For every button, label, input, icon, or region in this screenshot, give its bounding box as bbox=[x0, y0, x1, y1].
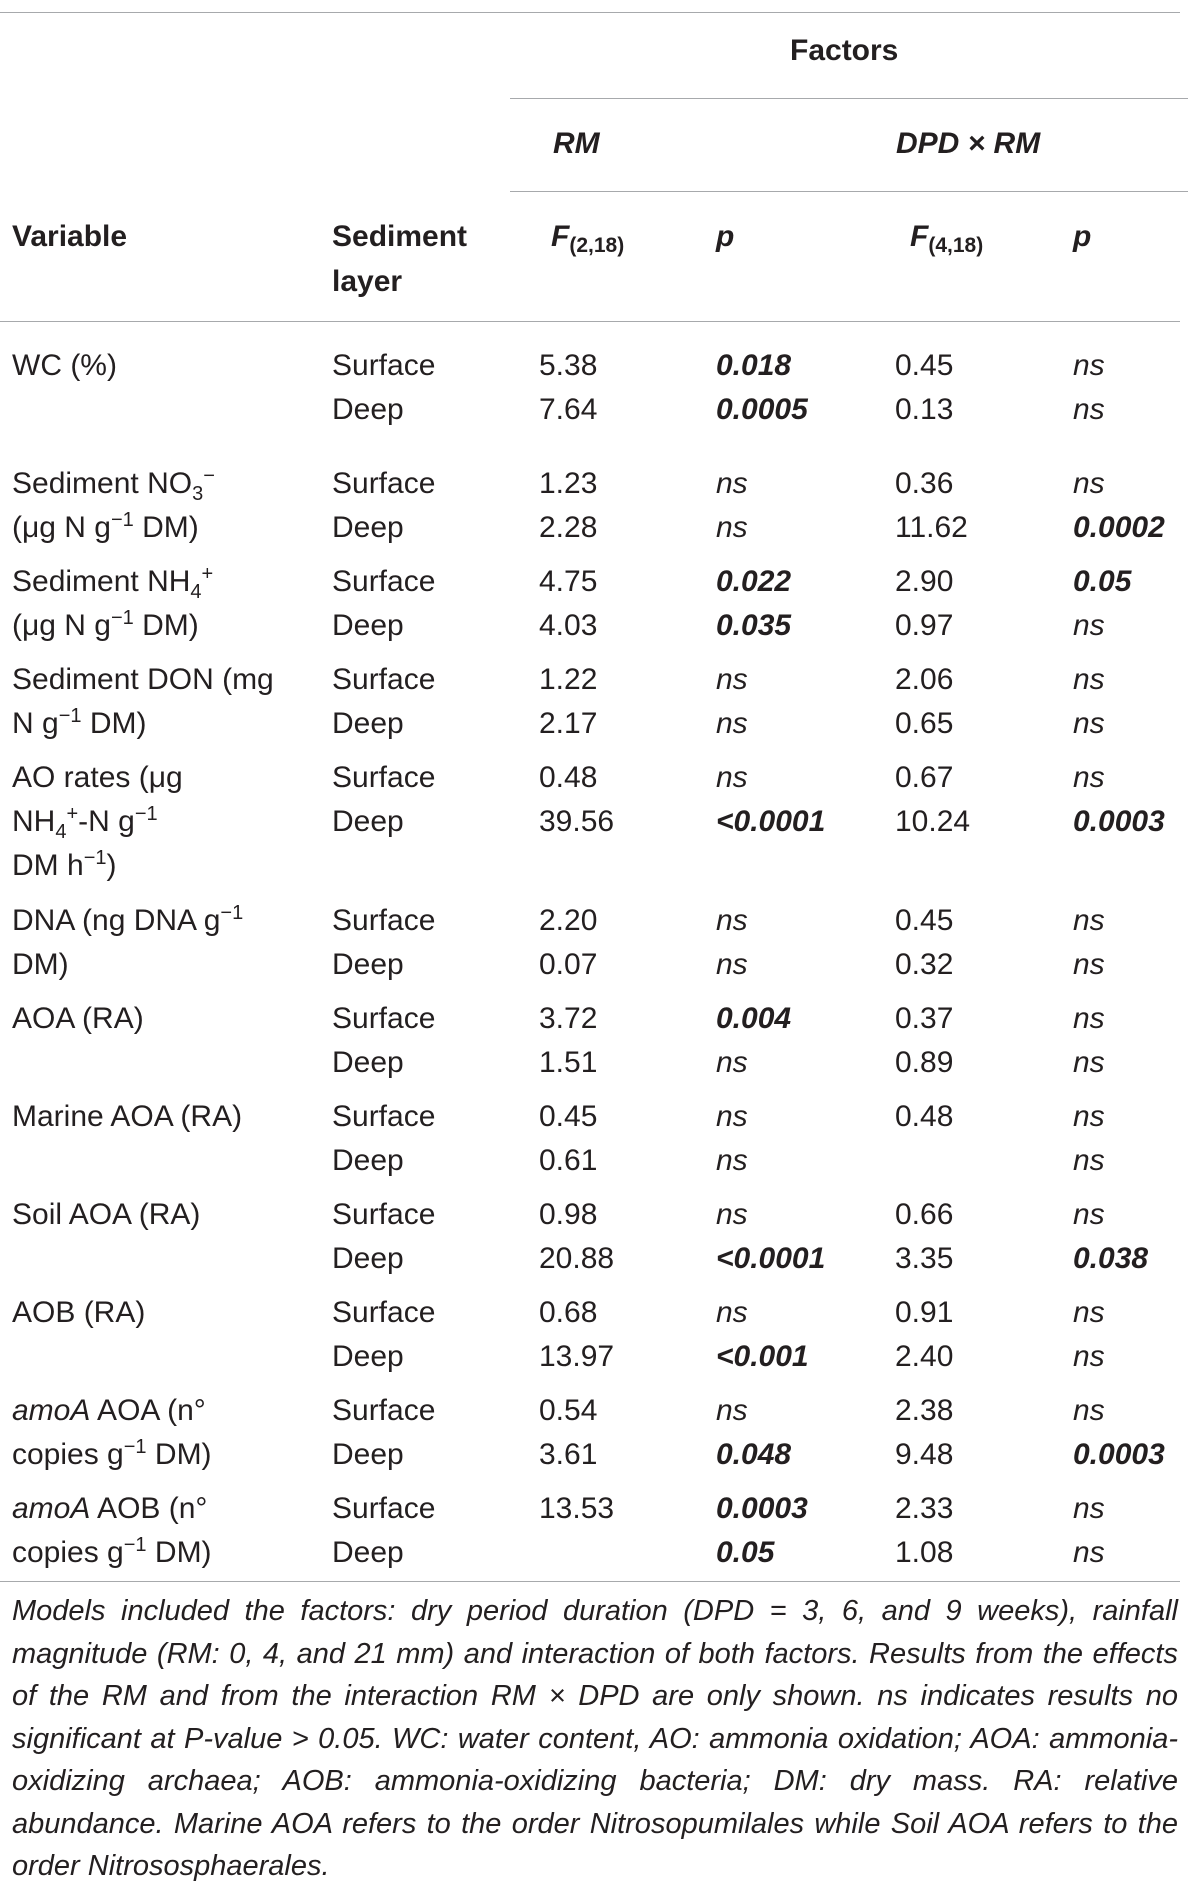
f-int-value: 0.36 bbox=[895, 467, 954, 500]
f-int-value: 0.32 bbox=[895, 948, 954, 981]
header-p-int: p bbox=[1073, 220, 1092, 253]
p-int-value: 0.0003 bbox=[1073, 805, 1165, 838]
f-main-value: 0.48 bbox=[539, 761, 598, 794]
sediment-layer-cell: Surface bbox=[332, 1492, 436, 1525]
f-int-value: 0.45 bbox=[895, 349, 954, 382]
f-int-value: 0.48 bbox=[895, 1100, 954, 1133]
f-int-value: 1.08 bbox=[895, 1536, 954, 1569]
header-variable: Variable bbox=[12, 220, 128, 253]
sediment-layer-cell: Surface bbox=[332, 1002, 436, 1035]
variable-label: amoA AOB (n° bbox=[12, 1492, 208, 1525]
p-int-value: ns bbox=[1073, 948, 1105, 981]
p-main-value: ns bbox=[716, 467, 748, 500]
f-int-value: 2.38 bbox=[895, 1394, 954, 1427]
variable-label: AOA (RA) bbox=[12, 1002, 144, 1035]
f-main-value: 39.56 bbox=[539, 805, 615, 838]
f-int-value: 10.24 bbox=[895, 805, 971, 838]
f-int-value: 0.89 bbox=[895, 1046, 954, 1079]
p-int-value: ns bbox=[1073, 904, 1105, 937]
f-main-value: 0.54 bbox=[539, 1394, 598, 1427]
sediment-layer-cell: Surface bbox=[332, 349, 436, 382]
header-layer-line: layer bbox=[332, 265, 403, 298]
p-int-value: ns bbox=[1073, 663, 1105, 696]
f-main-value: 4.75 bbox=[539, 565, 598, 598]
f-main-value: 2.20 bbox=[539, 904, 598, 937]
p-int-value: 0.05 bbox=[1073, 565, 1132, 598]
f-int-value: 0.13 bbox=[895, 393, 954, 426]
sediment-layer-cell: Deep bbox=[332, 393, 404, 426]
p-main-value: <0.0001 bbox=[716, 1242, 826, 1275]
variable-label: DM) bbox=[12, 948, 69, 981]
f-int-value: 0.66 bbox=[895, 1198, 954, 1231]
p-int-value: ns bbox=[1073, 707, 1105, 740]
sediment-layer-cell: Surface bbox=[332, 565, 436, 598]
sediment-layer-cell: Surface bbox=[332, 904, 436, 937]
f-main-value: 3.61 bbox=[539, 1438, 598, 1471]
f-main-value: 13.97 bbox=[539, 1340, 615, 1373]
f-int-value: 0.91 bbox=[895, 1296, 954, 1329]
p-main-value: ns bbox=[716, 1198, 748, 1231]
p-int-value: ns bbox=[1073, 1492, 1105, 1525]
variable-label: Sediment $NO_3^-$ bbox=[12, 465, 215, 505]
f-int-value: 9.48 bbox=[895, 1438, 954, 1471]
subheader-rule bbox=[510, 191, 1188, 192]
sediment-layer-cell: Surface bbox=[332, 1100, 436, 1133]
f-main-value: 0.61 bbox=[539, 1144, 598, 1177]
table-bottom-rule bbox=[0, 1581, 1180, 1582]
p-main-value: 0.018 bbox=[716, 349, 792, 382]
f-main-value: 20.88 bbox=[539, 1242, 615, 1275]
f-int-value: 0.65 bbox=[895, 707, 954, 740]
f-main-value: 0.07 bbox=[539, 948, 598, 981]
variable-label: DNA (ng DNA $g^{-1}$ bbox=[12, 902, 244, 937]
sediment-layer-cell: Deep bbox=[332, 1242, 404, 1275]
f-main-value: 7.64 bbox=[539, 393, 598, 426]
sediment-layer-cell: Surface bbox=[332, 1296, 436, 1329]
p-int-value: ns bbox=[1073, 349, 1105, 382]
p-main-value: ns bbox=[716, 761, 748, 794]
p-int-value: ns bbox=[1073, 1340, 1105, 1373]
variable-label: (μg N $g^{-1}$ DM) bbox=[12, 607, 199, 642]
variable-label: Sediment DON (mg bbox=[12, 663, 274, 696]
p-main-value: <0.001 bbox=[716, 1340, 809, 1373]
sediment-layer-cell: Surface bbox=[332, 1394, 436, 1427]
p-main-value: 0.004 bbox=[716, 1002, 792, 1035]
variable-label: WC (%) bbox=[12, 349, 117, 382]
p-int-value: ns bbox=[1073, 1198, 1105, 1231]
f-int-value: 11.62 bbox=[895, 511, 968, 544]
variable-label: amoA AOA (n° bbox=[12, 1394, 206, 1427]
variable-label: copies $g^{-1}$ DM) bbox=[12, 1436, 212, 1471]
variable-label: DM $h^{-1}$) bbox=[12, 847, 117, 882]
p-int-value: ns bbox=[1073, 761, 1105, 794]
p-int-value: ns bbox=[1073, 1296, 1105, 1329]
sediment-layer-cell: Deep bbox=[332, 805, 404, 838]
f-main-value: 2.28 bbox=[539, 511, 598, 544]
header-p-main: p bbox=[716, 220, 735, 253]
f-int-value: 0.45 bbox=[895, 904, 954, 937]
p-int-value: ns bbox=[1073, 609, 1105, 642]
f-main-value: 0.45 bbox=[539, 1100, 598, 1133]
p-int-value: ns bbox=[1073, 1046, 1105, 1079]
f-int-value: 2.90 bbox=[895, 565, 954, 598]
table-top-rule bbox=[0, 12, 1180, 13]
sediment-layer-cell: Deep bbox=[332, 1340, 404, 1373]
p-int-value: 0.038 bbox=[1073, 1242, 1149, 1275]
header-rm: RM bbox=[553, 127, 600, 160]
f-main-value: 3.72 bbox=[539, 1002, 598, 1035]
p-int-value: ns bbox=[1073, 1394, 1105, 1427]
header-f-main: $F_{(2,18)}$ bbox=[551, 220, 625, 257]
p-int-value: ns bbox=[1073, 1100, 1105, 1133]
variable-label: AOB (RA) bbox=[12, 1296, 146, 1329]
p-main-value: ns bbox=[716, 904, 748, 937]
variable-label: copies $g^{-1}$ DM) bbox=[12, 1534, 212, 1569]
header-bottom-rule bbox=[0, 321, 1180, 322]
sediment-layer-cell: Deep bbox=[332, 948, 404, 981]
table-footnote: Models included the factors: dry period duration (DPD = 3, 6, and 9 weeks), rainfall magnitude (RM: 0, 4, and 21 mm) and interaction of both factors. Results from the effects of the RM and from the interaction RM × DPD are only shown. ns indicates results no significant at P-value > 0.05. WC: water content, AO: ammonia oxidation; AOA: ammonia-oxidizing archaea; AOB: ammonia-oxidizing bacteria; DM: dry mass. RA: relative abundance. Marine AOA refers to the order Nitrosopumilales while Soil AOA refers to the order Nitrososphaerales. bbox=[12, 1595, 1178, 1882]
p-main-value: ns bbox=[716, 1100, 748, 1133]
p-int-value: ns bbox=[1073, 393, 1105, 426]
f-int-value: 2.40 bbox=[895, 1340, 954, 1373]
variable-label: N $g^{-1}$ DM) bbox=[12, 705, 147, 740]
p-main-value: 0.035 bbox=[716, 609, 792, 642]
p-main-value: ns bbox=[716, 1144, 748, 1177]
f-main-value: 0.68 bbox=[539, 1296, 598, 1329]
variable-label: Soil AOA (RA) bbox=[12, 1198, 201, 1231]
sediment-layer-cell: Surface bbox=[332, 663, 436, 696]
f-int-value: 0.37 bbox=[895, 1002, 954, 1035]
f-main-value: 13.53 bbox=[539, 1492, 615, 1525]
p-main-value: 0.05 bbox=[716, 1536, 775, 1569]
f-main-value: 2.17 bbox=[539, 707, 598, 740]
variable-label: Sediment $NH_4^+$ bbox=[12, 563, 214, 603]
p-main-value: ns bbox=[716, 511, 748, 544]
f-main-value: 4.03 bbox=[539, 609, 598, 642]
p-main-value: ns bbox=[716, 707, 748, 740]
f-int-value: 2.06 bbox=[895, 663, 954, 696]
p-int-value: ns bbox=[1073, 467, 1105, 500]
p-main-value: ns bbox=[716, 1046, 748, 1079]
sediment-layer-cell: Surface bbox=[332, 467, 436, 500]
variable-label: Marine AOA (RA) bbox=[12, 1100, 243, 1133]
p-int-value: ns bbox=[1073, 1144, 1105, 1177]
f-int-value: 3.35 bbox=[895, 1242, 954, 1275]
p-main-value: <0.0001 bbox=[716, 805, 826, 838]
p-main-value: ns bbox=[716, 1296, 748, 1329]
p-main-value: 0.0003 bbox=[716, 1492, 808, 1525]
p-int-value: ns bbox=[1073, 1002, 1105, 1035]
p-main-value: 0.022 bbox=[716, 565, 792, 598]
p-int-value: ns bbox=[1073, 1536, 1105, 1569]
sediment-layer-cell: Deep bbox=[332, 511, 404, 544]
p-main-value: ns bbox=[716, 948, 748, 981]
p-main-value: ns bbox=[716, 1394, 748, 1427]
sediment-layer-cell: Surface bbox=[332, 1198, 436, 1231]
variable-label: (μg N $g^{-1}$ DM) bbox=[12, 509, 199, 544]
f-main-value: 1.51 bbox=[539, 1046, 598, 1079]
f-main-value: 1.23 bbox=[539, 467, 598, 500]
header-sediment-layer bbox=[332, 214, 467, 304]
f-int-value: 0.97 bbox=[895, 609, 954, 642]
header-factors: Factors bbox=[790, 34, 899, 67]
sediment-layer-cell: Deep bbox=[332, 1438, 404, 1471]
variable-label: AO rates (μg bbox=[12, 761, 183, 794]
f-int-value: 0.67 bbox=[895, 761, 954, 794]
p-main-value: 0.0005 bbox=[716, 393, 808, 426]
p-int-value: 0.0003 bbox=[1073, 1438, 1165, 1471]
f-main-value: 1.22 bbox=[539, 663, 598, 696]
variable-label: $NH_4^+-N$ $g^{-1}$ bbox=[12, 803, 158, 843]
sediment-layer-cell: Deep bbox=[332, 1046, 404, 1079]
factors-rule bbox=[510, 98, 1188, 99]
header-f-int: $F_{(4,18)}$ bbox=[910, 220, 984, 257]
header-sediment-line: Sediment bbox=[332, 220, 468, 253]
sediment-layer-cell: Deep bbox=[332, 609, 404, 642]
p-main-value: ns bbox=[716, 663, 748, 696]
sediment-layer-cell: Deep bbox=[332, 707, 404, 740]
p-int-value: 0.0002 bbox=[1073, 511, 1165, 544]
header-dpd-x-rm: DPD × RM bbox=[896, 127, 1041, 160]
sediment-layer-cell: Surface bbox=[332, 761, 436, 794]
sediment-layer-cell: Deep bbox=[332, 1144, 404, 1177]
sediment-layer-cell: Deep bbox=[332, 1536, 404, 1569]
f-main-value: 0.98 bbox=[539, 1198, 598, 1231]
f-main-value: 5.38 bbox=[539, 349, 598, 382]
p-main-value: 0.048 bbox=[716, 1438, 792, 1471]
f-int-value: 2.33 bbox=[895, 1492, 954, 1525]
